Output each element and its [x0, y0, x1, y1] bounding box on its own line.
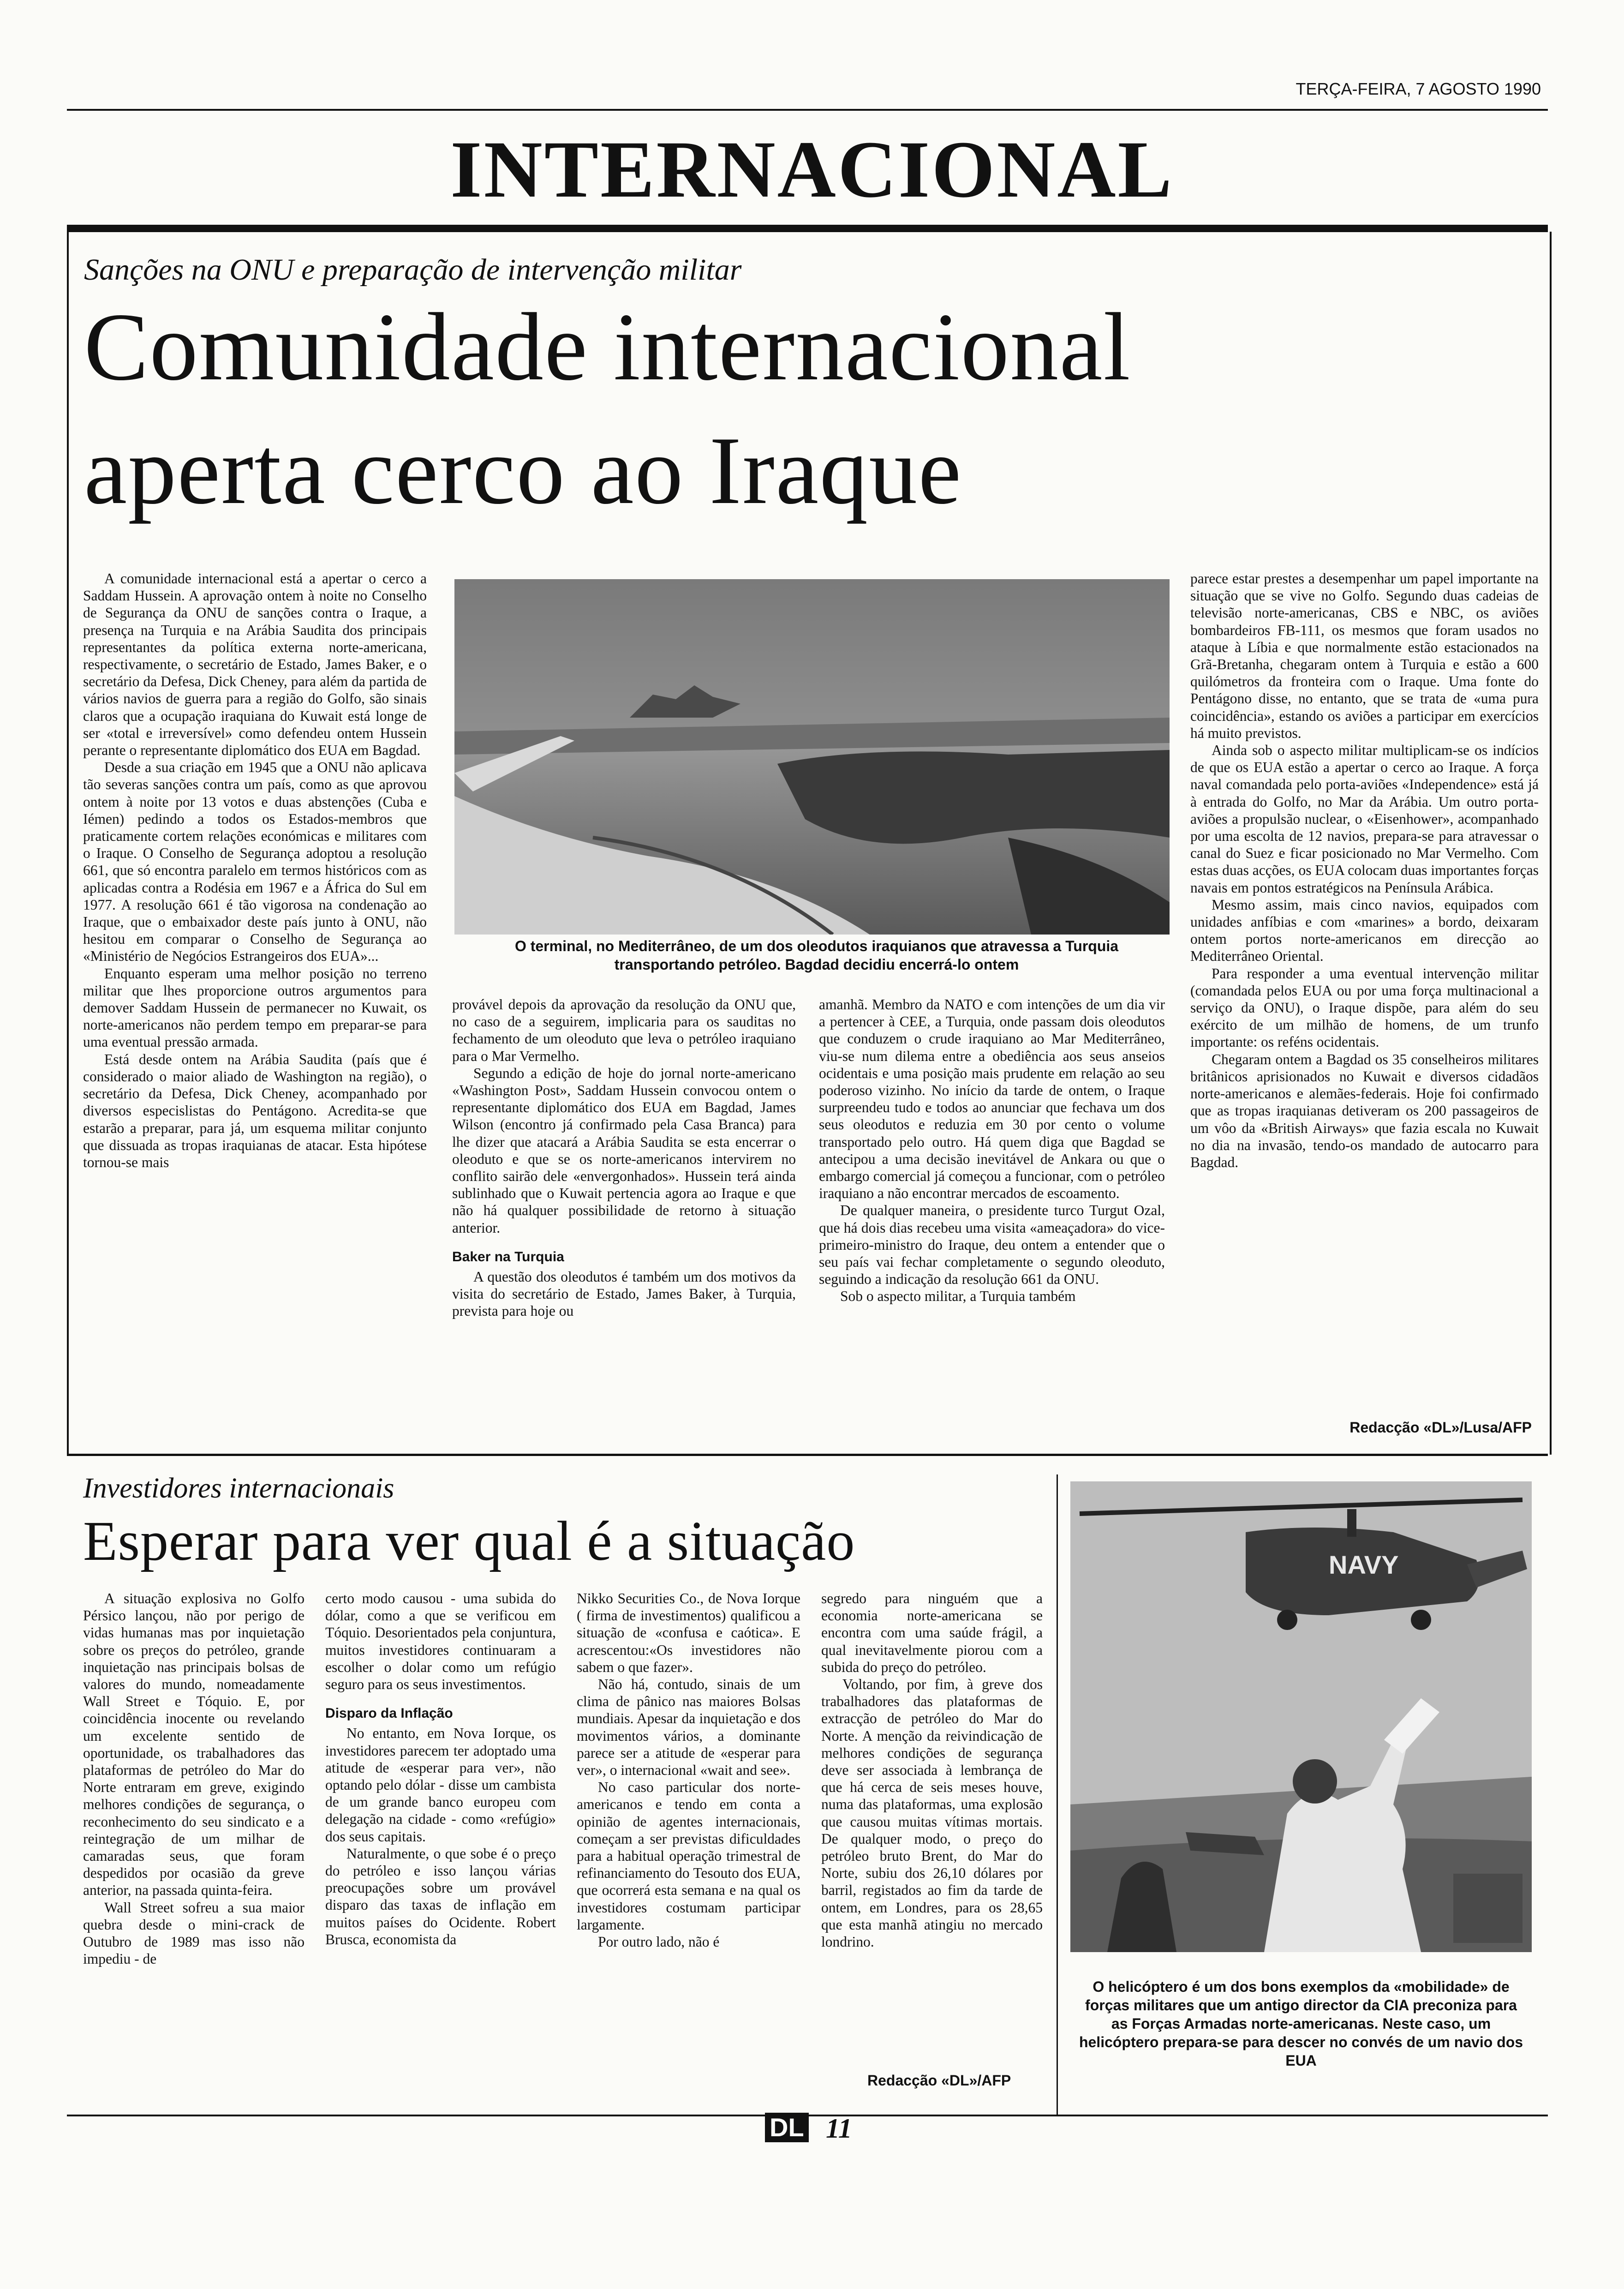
- oil-terminal-image: [454, 579, 1170, 935]
- article-2-paragraph: certo modo causou - uma subida do dólar, como a que se verificou em Tóquio. Desorientados pela conjuntura, muitos investidores continuaram a escolher o dolar como um refúgio seguro para os seus investimentos.: [325, 1590, 556, 1693]
- article-2-subhead: Disparo da Inflação: [325, 1706, 453, 1721]
- section-rule-thick: [67, 225, 1548, 232]
- article-1-paragraph: Sob o aspecto militar, a Turquia também: [840, 1288, 1076, 1305]
- article-2-kicker: Investidores internacionais: [83, 1473, 394, 1504]
- article-1-paragraph: Está desde ontem na Arábia Saudita (país que é considerado o maior aliado de Washington na região), o secretário da Defesa, Dick Cheney, acompanhado por diversos especislistas do Pentágono. Acredita-se que estarão a preparar, para já, um esquema militar conjunto que dissuada as tropas iraquianas de atacar. Esta hipótese tornou-se mais: [83, 1051, 427, 1170]
- article-1-paragraph: Mesmo assim, mais cinco navios, equipados com unidades anfíbias e com «marines» a bordo, deixaram ontem portos norte-americanos em direcção ao Mediterrâneo Oriental.: [1190, 896, 1539, 965]
- article-1-column-3: [819, 996, 1165, 1305]
- article-1-column-1: [83, 570, 427, 1171]
- article-1-paragraph: Chegaram ontem a Bagdad os 35 conselheiros militares britânicos aprisionados no Kuwait e diversos cidadãos norte-americanos e alemães-federais. Hoje foi confirmado que as tropas iraquianas detiveram os 200 passageiros de um vôo da «British Airways» que fazia escala no Kuwait no dia na invasão, tendo-os mandado de autocarro para Bagdad.: [1190, 1051, 1539, 1170]
- article-1-headline-line1: Comunidade internacional: [84, 294, 1131, 401]
- article-separator-rule: [67, 1454, 1548, 1456]
- article-2-column-rule: [1057, 1474, 1058, 2116]
- article-2-column-4: [821, 1590, 1043, 1950]
- article-2-paragraph: Por outro lado, não é: [598, 1934, 720, 1950]
- article-2-headline: Esperar para ver qual é a situação: [83, 1510, 855, 1572]
- article-1-paragraph: Para responder a uma eventual intervenção militar (comandada pelos EUA ou por uma força multinacional a serviço da ONU), o Iraque dispõe, para além do seu exército de um milhão de homens, de um trunfo importante: os reféns ocidentais.: [1190, 965, 1539, 1050]
- footer-logo-text: DL: [770, 2113, 804, 2142]
- article-2-paragraph: No entanto, em Nova Iorque, os investidores parecem ter adoptado uma atitude de «esperar para ver», não optando pelo dólar - disse um cambista de um grande banco europeu com delegação na cidade - como «refúgio» dos seus capitais.: [325, 1725, 556, 1845]
- article-2-paragraph: Wall Street sofreu a sua maior quebra desde o mini-crack de Outubro de 1989 mas isso não impediu - de: [83, 1899, 304, 1967]
- article-2-column-1: [83, 1590, 304, 1967]
- article-1-paragraph: Enquanto esperam uma melhor posição no terreno militar que lhes proporcione outros argumentos para demover Saddam Hussein de permanecer no Kuwait, os norte-americanos não perdem tempo em preparar-se para uma eventual pressão armada.: [83, 965, 427, 1050]
- article-1-paragraph: Desde a sua criação em 1945 que a ONU não aplicava tão severas sanções contra um país, como as que aprovou ontem à noite por 13 votos e duas abstenções (Cuba e Iémen) pedindo a todos os Estados-membros que praticamente cortem relações económicas e militares com o Iraque. O Conselho de Segurança adoptou a resolução 661, que só encontra paralelo em termos históricos com as aplicadas contra a Rodésia em 1967 e a África do Sul em 1977. A resolução 661 é tão vigorosa na condenação ao Iraque, que o embaixador deste país junto à ONU, não hesitou em comparar o Conselho de Segurança ao «Ministério de Negócios Estrangeiros dos EUA»...: [83, 759, 427, 965]
- article-1-paragraph: A comunidade internacional está a apertar o cerco a Saddam Hussein. A aprovação ontem à noite no Conselho de Segurança da ONU de sanções contra o Iraque, a presença na Turquia e na Arábia Saudita dos principais representantes da política externa norte-americana, respectivamente, o secretário de Estado, James Baker, e o secretário da Defesa, Dick Cheney, para além da partida de vários navios de guerra para a região do Golfo, são sinais claros que a ocupação iraquiana do Kuwait está longe de ser «total e irreversível» como defendeu ontem Hussein perante o representante diplomático dos EUA em Bagdad.: [83, 570, 427, 759]
- article-1-kicker: Sanções na ONU e preparação de intervenção militar: [84, 253, 742, 287]
- footer-logo: [765, 2113, 809, 2142]
- article-1-paragraph: provável depois da aprovação da resolução da ONU que, no caso de a seguirem, implicaria para os sauditas no fechamento de um oleoduto que leva o petróleo iraquiano para o Mar Vermelho.: [452, 996, 796, 1064]
- article-2-column-3: [577, 1590, 800, 1950]
- article-1-subhead: Baker na Turquia: [452, 1249, 564, 1264]
- article-2-paragraph: A situação explosiva no Golfo Pérsico lançou, não por perigo de vidas humanas mas por inquietação sobre os preços do petróleo, grande inquietação nas principais bolsas de valores do mundo, nomeadamente Wall Street e Tóquio. E, por coincidência inocente ou revelando um excelente sentido de oportunidade, os trabalhadores das plataformas de petróleo do Mar do Norte entraram em greve, exigindo melhores condições de segurança, o reconhecimento do seu sindicato e a reintegração de um milhar de camaradas seus, que foram despedidos por ocasião da greve anterior, na passada quinta-feira.: [83, 1590, 304, 1899]
- article-2-paragraph: No caso particular dos norte-americanos e tendo em conta a opinião de agentes internacionais, começam a ser previstas dificuldades para a habitual operação trimestral de refinanciamento do Tesouto dos EUA, que ocorrerá esta semana e na qual os investidores costumam participar largamente.: [577, 1779, 800, 1933]
- article-1-paragraph: Ainda sob o aspecto militar multiplicam-se os indícios de que os EUA estão a apertar o cerco ao Iraque. A força naval comandada pelo porta-aviões «Independence» está já à entrada do Golfo, no Mar da Arábia. Um outro porta-aviões a propulsão nuclear, o «Eisenhower», acompanhado por uma escolta de 12 navios, prepara-se para atravessar o canal do Suez e ficar posicionado no Mar Vermelho. Com estas duas acções, os EUA colocam duas importantes forças navais em pontos estratégicos na Península Arábica.: [1190, 742, 1539, 896]
- article-2-paragraph: Nikko Securities Co., de Nova Iorque ( firma de investimentos) qualificou a situação de «confusa e caótica». E acrescentou:«Os investidores não sabem o que fazer».: [577, 1590, 800, 1675]
- article-2-column-2: [325, 1590, 556, 1948]
- section-title: INTERNACIONAL: [450, 125, 1174, 215]
- article-2-paragraph: Voltando, por fim, à greve dos trabalhadores das plataformas de extracção de petróleo do Mar do Norte. A menção da reivindicação de melhores condições de segurança deve ser associada à lembrança de que há cerca de seis meses houve, numa das plataformas, uma explosão que causou muitas vítimas mortais. De qualquer modo, o preço do petróleo bruto Brent, do Mar do Norte, subiu dos 26,10 dólares por barril, registados ao fim da tarde de ontem, em Londres, para os 28,65 que esta manhã atingiu no mercado londrino.: [821, 1676, 1043, 1950]
- article-1-column-2: [452, 996, 796, 1320]
- top-rule: [67, 109, 1548, 111]
- footer-page-number: 11: [826, 2113, 852, 2144]
- helicopter-caption: O helicóptero é um dos bons exemplos da «mobilidade» de forças militares que um antigo director da CIA preconiza para as Forças Armadas norte-americanas. Neste caso, um helicóptero prepara-se para descer no convés de um navio dos EUA: [1079, 1978, 1523, 2069]
- helicopter-image: [1070, 1481, 1532, 1952]
- oil-terminal-caption: O terminal, no Mediterrâneo, de um dos oleodutos iraquianos que atravessa a Turquia transportando petróleo. Bagdad decidiu encerrá-lo ontem: [514, 938, 1119, 973]
- article-2-paragraph: Não há, contudo, sinais de um clima de pânico nas maiores Bolsas mundiais. Apesar da inquietação e dos movimentos vários, a dominante parece ser a atitude de «esperar para ver», o internacional «wait and see».: [577, 1676, 800, 1779]
- article-1-paragraph: A questão dos oleodutos é também um dos motivos da visita do secretário de Estado, James Baker, à Turquia, prevista para hoje ou: [452, 1269, 796, 1319]
- article-1-paragraph: De qualquer maneira, o presidente turco Turgut Ozal, que há dois dias recebeu uma visita «ameaçadora» do vice-primeiro-ministro do Iraque, deu ontem a entender que o seu país vai fechar completamente o segundo oleoduto, seguindo a indicação da resolução 661 da ONU.: [819, 1202, 1165, 1288]
- article-2-credit: Redacção «DL»/AFP: [867, 2072, 1011, 2089]
- article-1-paragraph: Segundo a edição de hoje do jornal norte-americano «Washington Post», Saddam Hussein convocou ontem o representante diplomático dos EUA em Bagdad, James Wilson (encontro já confirmado pela Casa Branca) para lhe dizer que atacará a Arábia Saudita se esta encerrar o oleoduto e que se os norte-americanos intervirem no conflito sairão dele «envergonhados». Hussein terá ainda sublinhado que o Kuwait pertencia agora ao Iraque e que não há qualquer possibilidade de retorno à situação anterior.: [452, 1065, 796, 1236]
- article-1-paragraph: amanhã. Membro da NATO e com intenções de um dia vir a pertencer à CEE, a Turquia, onde passam dois oleodutos que conduzem o crude iraquiano ao Mar Mediterrâneo, viu-se num dilema entre a obediência aos seus anseios ocidentais e uma posição mais prudente em relação ao seu poderoso vizinho. No início da tarde de ontem, o Iraque surpreendeu tudo e todos ao anunciar que fechava um dos seus oleodutos e reduzia em 30 por cento o volume transportado pelo outro. Há quem diga que Bagdad se antecipou a uma decisão inevitável de Ankara ou que o embargo comercial já começou a funcionar, com o petróleo iraquiano a não encontrar mercados de escoamento.: [819, 996, 1165, 1202]
- article-1-headline-line2: aperta cerco ao Iraque: [84, 417, 962, 524]
- article-1-column-4: [1190, 570, 1539, 1171]
- article-2-paragraph: Naturalmente, o que sobe é o preço do petróleo e isso lançou várias preocupações sobre um provável disparo das taxas de inflação em muitos países do Ocidente. Robert Brusca, economista da: [325, 1845, 556, 1947]
- oil-terminal-photo: [454, 579, 1170, 935]
- helicopter-navy-text: NAVY: [1329, 1550, 1399, 1579]
- helicopter-photo: [1070, 1481, 1532, 1952]
- page-date: TERÇA-FEIRA, 7 AGOSTO 1990: [1296, 79, 1541, 98]
- article-1-credit: Redacção «DL»/Lusa/AFP: [1349, 1419, 1532, 1436]
- article-2-paragraph: segredo para ninguém que a economia norte-americana se encontra com uma saúde frágil, a qual inevitavelmente piorou com a subida do preço do petróleo.: [821, 1590, 1043, 1675]
- article-1-paragraph: parece estar prestes a desempenhar um papel importante na situação que se vive no Golfo. Segundo duas cadeias de televisão norte-americanas, CBS e NBC, os aviões bombardeiros FB-111, os mesmos que foram usados no ataque à Líbia e que normalmente estão estacionados na Grã-Bretanha, chegaram ontem à Turquia e estão a 600 quilómetros da fronteira com o Iraque. Uma fonte do Pentágono disse, no entanto, que se trata de «uma pura coincidência», estando os aviões a participar em exercícios há muito previstos.: [1190, 570, 1539, 741]
